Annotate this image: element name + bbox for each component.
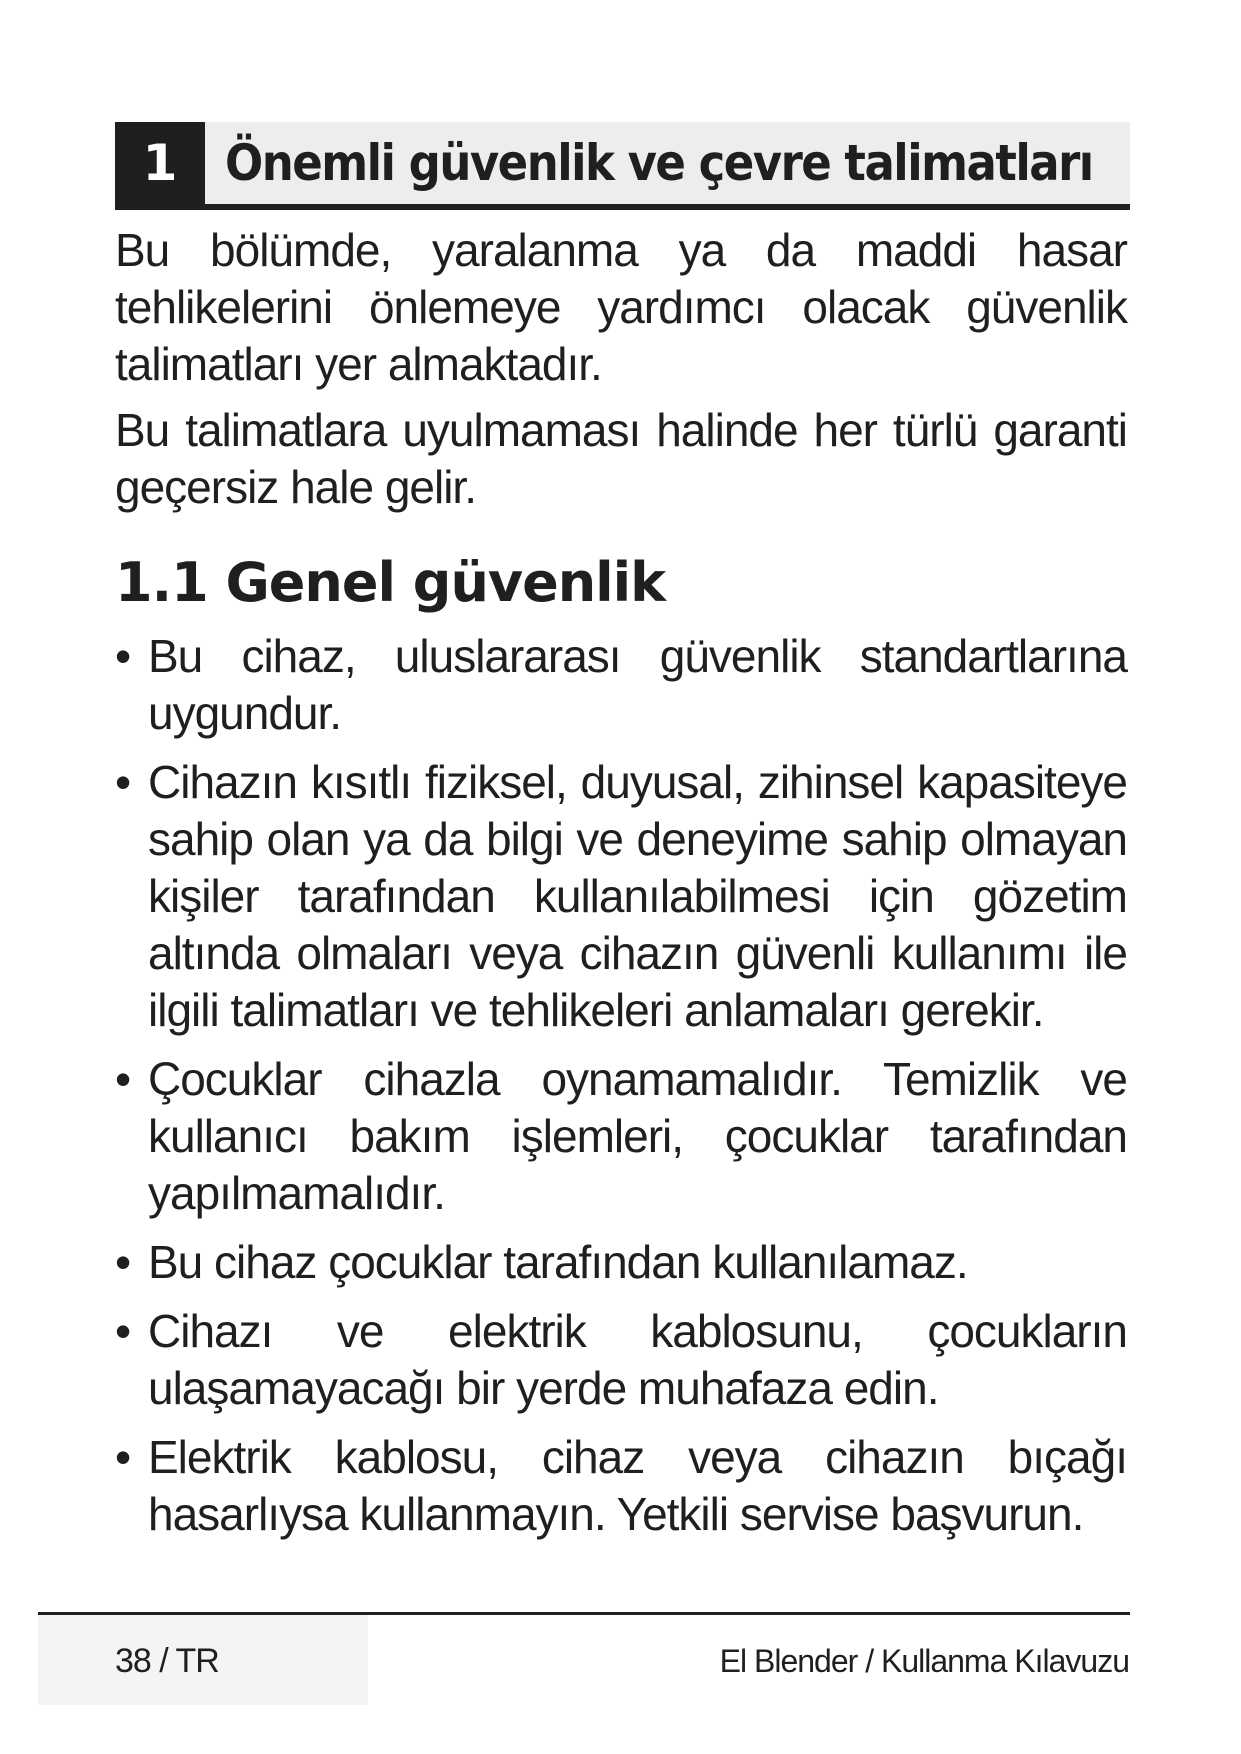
bullet-icon: •: [115, 1236, 131, 1288]
bullet-icon: •: [115, 756, 131, 808]
bullet-text: Elektrik kablosu, cihaz veya cihazın bıçağı hasarlıysa kullanmayın. Yetkili servise başvurun.: [148, 1431, 1127, 1540]
list-item: [115, 628, 1127, 742]
document-title: El Blender / Kullanma Kılavuzu: [719, 1643, 1129, 1679]
bullet-icon: •: [115, 630, 131, 682]
chapter-number: 1: [115, 122, 205, 204]
bullet-icon: •: [115, 1305, 131, 1357]
bullet-text: Bu cihaz, uluslararası güvenlik standartlarına uygundur.: [148, 630, 1127, 739]
bullet-text: Çocuklar cihazla oynamamalıdır. Temizlik ve kullanıcı bakım işlemleri, çocuklar tarafından yapılmamalıdır.: [148, 1053, 1127, 1219]
bullet-icon: •: [115, 1053, 131, 1105]
section-heading: 1.1 Genel güvenlik: [115, 551, 666, 614]
list-item: [115, 1429, 1127, 1543]
bullet-text: Cihazı ve elektrik kablosunu, çocukların ulaşamayacağı bir yerde muhafaza edin.: [148, 1305, 1127, 1414]
page-number: 38 / TR: [115, 1642, 219, 1680]
list-item: [115, 1051, 1127, 1222]
list-item: [115, 1234, 1127, 1291]
chapter-title: Önemli güvenlik ve çevre talimatları: [225, 134, 1093, 192]
list-item: [115, 754, 1127, 1039]
bullet-text: Cihazın kısıtlı fiziksel, duyusal, zihinsel kapasiteye sahip olan ya da bilgi ve deneyime sahip olmayan kişiler tarafından kullanılabilmesi için gözetim altında olmaları veya cihazın güvenli kullanımı ile ilgili talimatları ve tehlikeleri anlamaları gerekir.: [148, 756, 1127, 1036]
bullet-icon: •: [115, 1431, 131, 1483]
intro-paragraph: Bu talimatlara uyulmaması halinde her türlü garanti geçersiz hale gelir.: [115, 404, 1127, 513]
safety-bullet-list: [115, 628, 1127, 1555]
bullet-text: Bu cihaz çocuklar tarafından kullanılamaz.: [148, 1236, 968, 1288]
intro-paragraph: Bu bölümde, yaralanma ya da maddi hasar tehlikelerini önlemeye yardımcı olacak güvenlik talimatları yer almaktadır.: [115, 224, 1127, 390]
list-item: [115, 1303, 1127, 1417]
chapter-header: [115, 122, 1130, 210]
